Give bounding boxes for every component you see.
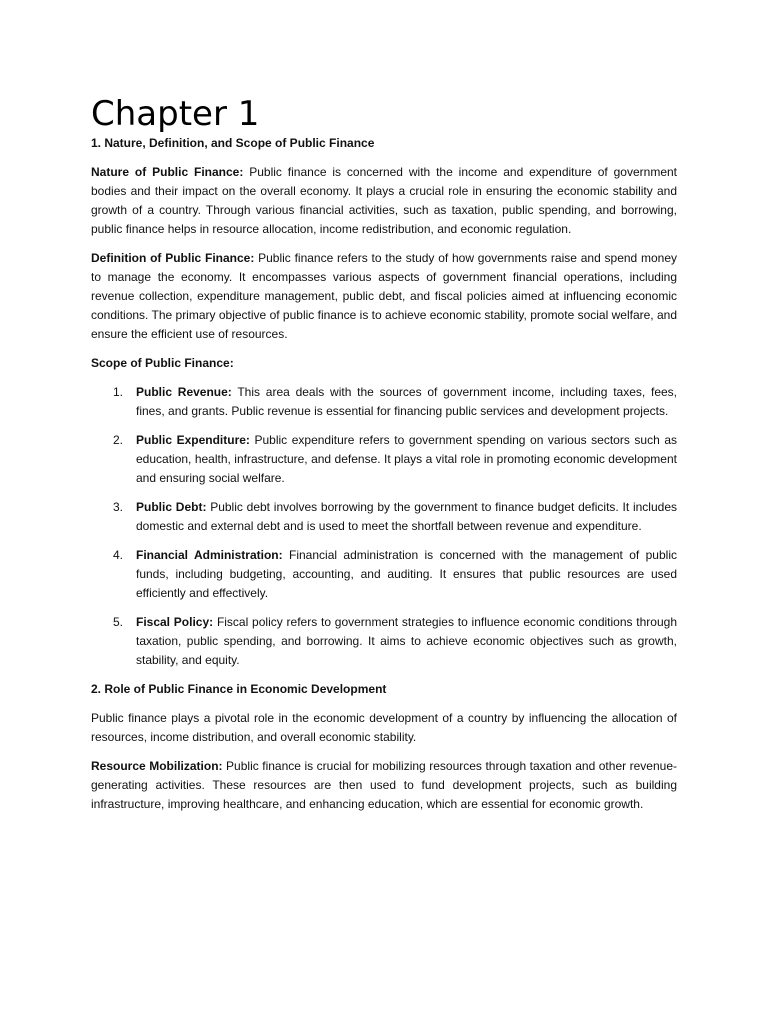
- list-item-text: Public debt involves borrowing by the government to finance budget deficits. It includes domestic and external debt and is used to meet the shortfall between revenue and expenditure.: [136, 500, 677, 533]
- paragraph-intro: Public finance plays a pivotal role in the economic development of a country by influencing the allocation of resources, income distribution, and overall economic stability.: [91, 711, 677, 744]
- list-item-number: 5.: [113, 615, 124, 629]
- list-item-text: Public expenditure refers to government spending on various sectors such as education, health, infrastructure, and defense. It plays a vital role in promoting economic development and ensuring social welfare.: [136, 433, 678, 485]
- list-item-lead: Public Debt:: [136, 500, 207, 514]
- paragraph-resource-mobilization: [91, 757, 677, 814]
- list-item-lead: Financial Administration:: [136, 548, 283, 562]
- scope-heading: Scope of Public Finance:: [91, 356, 234, 370]
- paragraph-text: Public finance is concerned with the income and expenditure of government bodies and their impact on the overall economy. It plays a crucial role in ensuring the economic stability and growth of a country. Through various financial activities, such as taxation, public spending, and borrowing, public finance helps in resource allocation, income redistribution, and economic regulation.: [91, 165, 677, 236]
- paragraph-lead: Definition of Public Finance:: [91, 251, 255, 265]
- list-item-number: 4.: [113, 548, 124, 562]
- paragraph-lead: Resource Mobilization:: [91, 759, 223, 773]
- document-page: [91, 94, 677, 824]
- section-heading-1: 1. Nature, Definition, and Scope of Public Finance: [91, 136, 375, 150]
- paragraph-nature: [91, 163, 677, 239]
- list-item-number: 3.: [113, 500, 124, 514]
- list-item-number: 1.: [113, 385, 124, 399]
- list-item-lead: Fiscal Policy:: [136, 615, 214, 629]
- paragraph-text: Public finance is crucial for mobilizing resources through taxation and other revenue-generating activities. These resources are then used to fund development projects, such as building infrastructure, improving healthcare, and enhancing education, which are essential for economic growth.: [91, 759, 677, 811]
- chapter-title: Chapter 1: [91, 94, 260, 134]
- list-item: [91, 431, 677, 488]
- list-item: [91, 498, 677, 536]
- scope-list: [91, 383, 677, 670]
- list-item-text: Financial administration is concerned with the management of public funds, including budgeting, accounting, and auditing. It ensures that public resources are used efficiently and effectively.: [136, 548, 677, 600]
- list-item-text: Fiscal policy refers to government strategies to influence economic conditions through taxation, public spending, and borrowing. It aims to achieve economic objectives such as growth, stability, and equity.: [136, 615, 677, 667]
- list-item-lead: Public Expenditure:: [136, 433, 250, 447]
- list-item: [91, 546, 677, 603]
- paragraph-text: Public finance refers to the study of how governments raise and spend money to manage the economy. It encompasses various aspects of government financial operations, including revenue collection, expenditure management, public debt, and fiscal policies aimed at influencing economic conditions. The primary objective of public finance is to achieve economic stability, promote social welfare, and ensure the efficient use of resources.: [91, 251, 678, 341]
- list-item: [91, 613, 677, 670]
- section-heading-2: 2. Role of Public Finance in Economic Development: [91, 682, 387, 696]
- list-item-lead: Public Revenue:: [136, 385, 232, 399]
- paragraph-definition: [91, 249, 677, 344]
- paragraph-lead: Nature of Public Finance:: [91, 165, 244, 179]
- list-item-text: This area deals with the sources of government income, including taxes, fees, fines, and grants. Public revenue is essential for financing public services and development projects.: [136, 385, 678, 418]
- list-item: [91, 383, 677, 421]
- list-item-number: 2.: [113, 433, 124, 447]
